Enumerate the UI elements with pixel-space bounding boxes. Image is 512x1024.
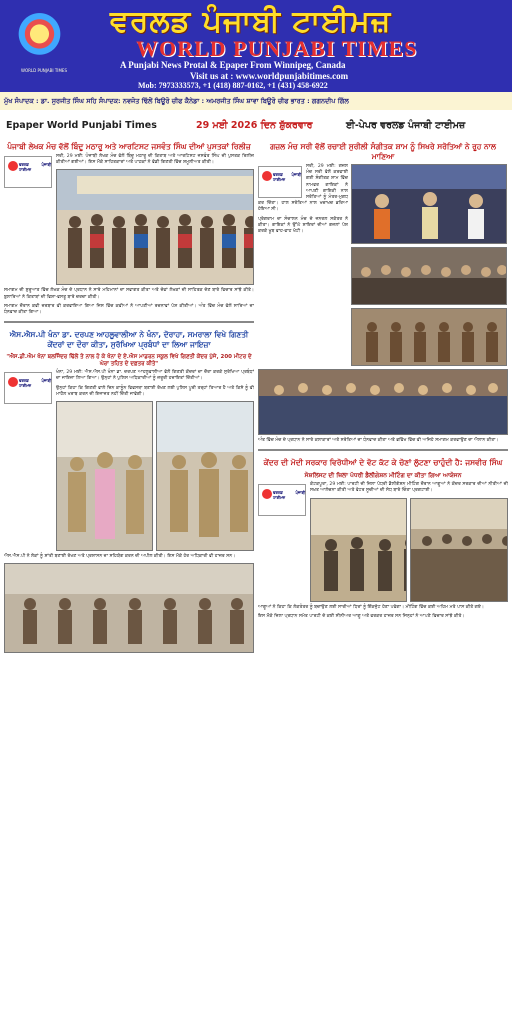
meeting-photo-image [5, 564, 253, 653]
byline-text: ਵਰਲਡ ਪੰਜਾਬੀ ਟਾਈਮਜ਼ [273, 490, 305, 501]
divider [4, 321, 254, 323]
story-paragraph: ਇਸ ਮੌਕੇ ਜ਼ਿਲਾ ਪ੍ਰਧਾਨ ਸਮੇਤ ਪਾਰਟੀ ਦੇ ਕਈ ਸੀਨੀਅਰ ਆਗੂ ਅਤੇ ਵਰਕਰ ਹਾਜ਼ਰ ਸਨ ਜਿਨ੍ਹਾਂ ਨੇ ਆਪਣੇ ਵਿਚਾਰ ਸਾਂਝੇ ਕੀਤੇ। [258, 613, 465, 619]
story-paragraph: ਖੰਨਾ, 29 ਮਈ: ਐਸ.ਐਸ.ਪੀ ਖੰਨਾ ਡਾ. ਦਰਪਣ ਆਹਲੂਵਾਲੀਆ ਵੱਲੋਂ ਗਿਣਤੀ ਕੇਂਦਰਾਂ ਦਾ ਦੌਰਾ ਕਰਕੇ ਸੁਰੱਖਿਆ ਪ੍ਰਬੰਧਾਂ ਦਾ ਜਾਇਜ਼ਾ ਲਿਆ ਗਿਆ। ਉਨ੍ਹਾਂ ਨੇ ਪੁਲਿਸ ਅਧਿਕਾਰੀਆਂ ਨੂੰ ਜ਼ਰੂਰੀ ਹਦਾਇਤਾਂ ਦਿੱਤੀਆਂ। [56, 370, 254, 382]
dateline-date: 29 ਮਈ 2026 ਦਿਨ ਸ਼ੁੱਕਰਵਾਰ [196, 120, 313, 131]
police-photos [56, 401, 254, 551]
story-headline: ਪੰਜਾਬੀ ਲੇਖਕ ਮੰਚ ਵੱਲੋਂ ਬਿੰਦੂ ਮਠਾਰੂ ਅਤੇ ਆਰਟਿਸਟ ਜਸਵੰਤ ਸਿੰਘ ਦੀਆਂ ਪੁਸਤਕਾਂ ਰਿਲੀਜ਼ [7, 142, 251, 151]
police-photo-2-image [157, 402, 254, 551]
story-body [258, 164, 348, 366]
group-photo [56, 169, 254, 285]
story-body [4, 154, 254, 172]
masthead-contact: Mob: 7973333573, +1 (418) 887-0162, +1 (431) 458-6922 [138, 81, 328, 90]
right-column [258, 140, 508, 1020]
story-paragraph: ਪ੍ਰੋਗਰਾਮ ਦਾ ਸੰਚਾਲਨ ਮੰਚ ਦੇ ਜਨਰਲ ਸਕੱਤਰ ਨੇ ਕੀਤਾ। ਗਾਇਕਾਂ ਨੇ ਉੱਘੇ ਸ਼ਾਇਰਾਂ ਦੀਆਂ ਗਜ਼ਲਾਂ ਪੇਸ਼ ਕਰਕੇ ਖੂਬ ਵਾਹ-ਵਾਹ ਖੱਟੀ। [258, 216, 348, 235]
story-body-continued [258, 605, 508, 620]
story-body-continued [4, 288, 254, 316]
audience-photo [351, 247, 507, 305]
byline-logo-icon [8, 377, 18, 387]
masthead-title-english: WORLD PUNJABI TIMES [136, 36, 418, 61]
story-headline: ਗਜ਼ਲ ਮੰਚ ਸਰੀ ਵੱਲੋਂ ਰਚਾਈ ਸੁਰੀਲੀ ਸੰਗੀਤਕ ਸ਼ਾਮ ਨੂੰ ਸਿਖਰੇ ਸਰੋਤਿਆਂ ਨੇ ਰੂਹ ਨਾਲ ਮਾਣਿਆ [270, 142, 496, 161]
police-photo-1-image [57, 402, 153, 551]
byline-box [4, 156, 52, 188]
story-headline: ਕੇਂਦਰ ਦੀ ਮੋਦੀ ਸਰਕਾਰ ਵਿਰੋਧੀਆਂ ਦੇ ਵੋਟ ਕੱਟ ਕੇ ਚੋਣਾਂ ਲੁੱਟਣਾ ਚਾਹੁੰਦੀ ਹੈ: ਜਸਵੀਰ ਸਿੰਘ [263, 458, 503, 468]
singers-photo-image [352, 165, 507, 244]
meeting-photos [310, 498, 508, 602]
police-photo-1 [56, 401, 153, 551]
meeting-photo [4, 563, 254, 653]
gazal-story-top [258, 164, 508, 366]
dateline [0, 112, 512, 138]
story-paragraph: ਸਰੀ, 29 ਮਈ: ਗਜ਼ਲ ਮੰਚ ਸਰੀ ਵੱਲੋਂ ਕਰਵਾਈ ਗਈ ਸੰਗੀਤਕ ਸ਼ਾਮ ਵਿੱਚ ਨਾਮਵਰ ਗਾਇਕਾਂ ਨੇ ਆਪਣੀ ਗਾਇਕੀ ਨਾਲ ਸਰੋਤਿਆਂ ਨੂੰ ਮੰਤਰ-ਮੁਗਧ ਕਰ ਦਿੱਤਾ। ਹਾਲ ਸਰੋਤਿਆਂ ਨਾਲ ਖਚਾਖਚ ਭਰਿਆ ਹੋਇਆ ਸੀ। [258, 164, 348, 213]
honour-photo [351, 308, 507, 366]
audience-photo-image [352, 248, 507, 305]
byline-text: ਵਰਲਡ ਪੰਜਾਬੀ ਟਾਈਮਜ਼ [19, 162, 51, 172]
story-paragraph: ਆਗੂਆਂ ਨੇ ਕਿਹਾ ਕਿ ਲੋਕਤੰਤਰ ਨੂੰ ਬਚਾਉਣ ਲਈ ਸਾਰੀਆਂ ਧਿਰਾਂ ਨੂੰ ਇੱਕਜੁੱਟ ਹੋਣਾ ਪਵੇਗਾ। ਮੀਟਿੰਗ ਵਿੱਚ ਕਈ ਅਹਿਮ ਮਤੇ ਪਾਸ ਕੀਤੇ ਗਏ। [258, 604, 485, 610]
dateline-left: Epaper World Punjabi Times [6, 120, 157, 131]
story-body [258, 482, 508, 501]
masthead-website[interactable]: Visit us at : www.worldpunjabitimes.com [190, 71, 349, 81]
story-subheadline: "ਐਸ.ਡੀ.ਐਮ ਖੰਨਾ ਬਲਜਿੰਦਰ ਢਿੱਲੋਂ ਤੇ ਨਾਲ ਹੋ ਕੇ ਖੰਨਾ ਦੇ ਏ.ਐਸ ਮਾਡਰਨ ਸਕੂਲ ਵਿਖੇ ਗਿਣਤੀ ਕੇਂਦਰ ਪੁੱਜੇ, 200 ਮੀਟਰ ਦੇ ਘੇਰਾ ਤਹਿਤ ਦੇ ਦਫ਼ਤਰ ਕੀਤੇ" [6, 354, 252, 368]
byline-logo-icon [8, 161, 18, 171]
group-photo-2 [258, 369, 508, 435]
story-body [4, 370, 254, 398]
story-paragraph: ਸਮਾਗਮ ਦੌਰਾਨ ਕਵੀ ਦਰਬਾਰ ਵੀ ਕਰਵਾਇਆ ਗਿਆ ਜਿਸ ਵਿੱਚ ਕਵੀਆਂ ਨੇ ਆਪਣੀਆਂ ਰਚਨਾਵਾਂ ਪੇਸ਼ ਕੀਤੀਆਂ। ਅੰਤ ਵਿੱਚ ਮੰਚ ਵੱਲੋਂ ਸਾਰਿਆਂ ਦਾ ਧੰਨਵਾਦ ਕੀਤਾ ਗਿਆ। [4, 303, 254, 316]
story-paragraph: ਅੰਤ ਵਿੱਚ ਮੰਚ ਦੇ ਪ੍ਰਧਾਨ ਨੇ ਸਾਰੇ ਕਲਾਕਾਰਾਂ ਅਤੇ ਸਰੋਤਿਆਂ ਦਾ ਧੰਨਵਾਦ ਕੀਤਾ ਅਤੇ ਭਵਿੱਖ ਵਿੱਚ ਵੀ ਅਜਿਹੇ ਸਮਾਗਮ ਕਰਵਾਉਣ ਦਾ ਐਲਾਨ ਕੀਤਾ। [258, 438, 499, 443]
story-paragraph: ਸਰੀ, 29 ਮਈ: ਪੰਜਾਬੀ ਲੇਖਕ ਮੰਚ ਵੱਲੋਂ ਬਿੰਦੂ ਮਠਾਰੂ ਦੀ ਕਿਤਾਬ ਅਤੇ ਆਰਟਿਸਟ ਜਸਵੰਤ ਸਿੰਘ ਦੀ ਪੁਸਤਕ ਰਿਲੀਜ਼ ਕੀਤੀਆਂ ਗਈਆਂ। ਇਸ ਮੌਕੇ ਸਾਹਿਤਕਾਰਾਂ ਅਤੇ ਪਾਠਕਾਂ ਨੇ ਵੱਡੀ ਗਿਣਤੀ ਵਿੱਚ ਸ਼ਮੂਲੀਅਤ ਕੀਤੀ। [56, 154, 254, 166]
byline-box [4, 372, 52, 404]
byline-text: ਵਰਲਡ ਪੰਜਾਬੀ ਟਾਈਮਜ਼ [273, 172, 301, 182]
singers-photo [351, 164, 507, 244]
story-body-continued [258, 438, 508, 444]
masthead [0, 0, 512, 92]
story-paragraph: ਕੋਟਕਪੂਰਾ, 29 ਮਈ: ਪਾਰਟੀ ਦੀ ਜ਼ਿਲਾ ਪੱਧਰੀ ਡੈਲੀਗੇਸ਼ਨ ਮੀਟਿੰਗ ਦੌਰਾਨ ਆਗੂਆਂ ਨੇ ਕੇਂਦਰ ਸਰਕਾਰ ਦੀਆਂ ਨੀਤੀਆਂ ਦੀ ਸਖ਼ਤ ਆਲੋਚਨਾ ਕੀਤੀ ਅਤੇ ਵੋਟਰ ਸੂਚੀਆਂ ਦੀ ਸੋਧ ਬਾਰੇ ਚਿੰਤਾ ਪ੍ਰਗਟਾਈ। [310, 482, 508, 494]
story-paragraph: ਸਮਾਗਮ ਦੀ ਸ਼ੁਰੂਆਤ ਵਿੱਚ ਲੇਖਕ ਮੰਚ ਦੇ ਪ੍ਰਧਾਨ ਨੇ ਸਾਰੇ ਮਹਿਮਾਨਾਂ ਦਾ ਸਵਾਗਤ ਕੀਤਾ ਅਤੇ ਦੋਵਾਂ ਲੇਖਕਾਂ ਦੀ ਸਾਹਿਤਕ ਦੇਣ ਬਾਰੇ ਵਿਚਾਰ ਸਾਂਝੇ ਕੀਤੇ। ਬੁਲਾਰਿਆਂ ਨੇ ਕਿਤਾਬਾਂ ਦੀ ਵਿਸ਼ਾ-ਵਸਤੂ ਬਾਰੇ ਚਰਚਾ ਕੀਤੀ। [4, 288, 254, 300]
byline-logo-icon [262, 489, 272, 499]
divider [258, 449, 508, 451]
byline-box [258, 166, 302, 198]
honour-photo-image [352, 309, 507, 366]
logo-text: WORLD PUNJABI TIMES [21, 68, 67, 73]
byline-text: ਵਰਲਡ ਪੰਜਾਬੀ ਟਾਈਮਜ਼ [19, 378, 51, 389]
police-photo-2 [156, 401, 254, 551]
story-paragraph: ਉਨ੍ਹਾਂ ਕਿਹਾ ਕਿ ਗਿਣਤੀ ਵਾਲੇ ਦਿਨ ਕਾਨੂੰਨ ਵਿਵਸਥਾ ਬਣਾਈ ਰੱਖਣ ਲਈ ਪੁਲਿਸ ਪੂਰੀ ਤਰ੍ਹਾਂ ਤਿਆਰ ਹੈ ਅਤੇ ਕਿਸੇ ਨੂੰ ਵੀ ਮਾਹੌਲ ਖਰਾਬ ਕਰਨ ਦੀ ਇਜਾਜ਼ਤ ਨਹੀਂ ਦਿੱਤੀ ਜਾਵੇਗੀ। [56, 385, 254, 397]
masthead-tagline: A Punjabi News Protal & Epaper From Winnipeg, Canada [120, 60, 346, 70]
gazal-photos [351, 164, 507, 366]
story-paragraph: ਐਸ.ਐਸ.ਪੀ ਨੇ ਲੋਕਾਂ ਨੂੰ ਸ਼ਾਂਤੀ ਬਣਾਈ ਰੱਖਣ ਅਤੇ ਪ੍ਰਸ਼ਾਸਨ ਦਾ ਸਹਿਯੋਗ ਕਰਨ ਦੀ ਅਪੀਲ ਕੀਤੀ। ਇਸ ਮੌਕੇ ਹੋਰ ਅਧਿਕਾਰੀ ਵੀ ਹਾਜ਼ਰ ਸਨ। [4, 554, 236, 560]
group-photo-image [57, 170, 254, 285]
story-subheadline: ਸੋਸ਼ਲਿਸਟ ਦੀ ਜ਼ਿਲਾ ਪੱਧਰੀ ਡੈਲੀਗੇਸ਼ਨ ਮੀਟਿੰਗ ਦਾ ਕੀਤਾ ਗਿਆ ਆਯੋਜਨ [304, 472, 462, 480]
story-body-continued [4, 554, 254, 560]
byline-box [258, 484, 306, 516]
meeting-photo-2 [410, 498, 508, 602]
left-column [4, 140, 254, 1020]
editors-line: ਮੁੱਖ ਸੰਪਾਦਕ : ਡਾ. ਸੁਰਜੀਤ ਸਿੰਘ ਸਹਿ ਸੰਪਾਦਕ: ਨਵਜੋਤ ਢਿੱਲੋਂ ਬਿਊਰੋ ਚੀਫ ਕੈਨੇਡਾ : ਅਮਰਜੀਤ ਸਿੰਘ ਸ਼ਾਵਾ ਬਿਊਰੋ ਚੀਫ ਭਾਰਤ : ਗਗਨਦੀਪ ਗਿੱਲ [0, 92, 512, 110]
masthead-title-punjabi: ਵਰਲਡ ਪੰਜਾਬੀ ਟਾਈਮਜ਼ [110, 4, 392, 39]
meeting-photo-1 [310, 498, 407, 602]
byline-logo-icon [262, 171, 272, 181]
meeting-photo-1-image [311, 499, 407, 602]
group-photo-2-image [259, 370, 507, 435]
meeting-photo-2-image [411, 499, 508, 602]
globe-logo-icon [8, 6, 78, 68]
dateline-right: ਈ-ਪੇਪਰ ਵਰਲਡ ਪੰਜਾਬੀ ਟਾਈਮਜ਼ [346, 120, 466, 131]
story-headline: ਐਸ.ਐਸ.ਪੀ ਖੰਨਾ ਡਾ. ਦਰਪਣ ਆਹਲੂਵਾਲੀਆ ਨੇ ਖੰਨਾ, ਦੋਰਾਹਾ, ਸਮਰਾਲਾ ਵਿਖੇ ਗਿਣਤੀ ਕੇਂਦਰਾਂ ਦਾ ਦੌਰਾ ਕੀਤਾ, ਸੁਰੱਖਿਆ ਪ੍ਰਬੰਧਾਂ ਦਾ ਲਿਆ ਜਾਇਜ਼ਾ [9, 330, 249, 350]
